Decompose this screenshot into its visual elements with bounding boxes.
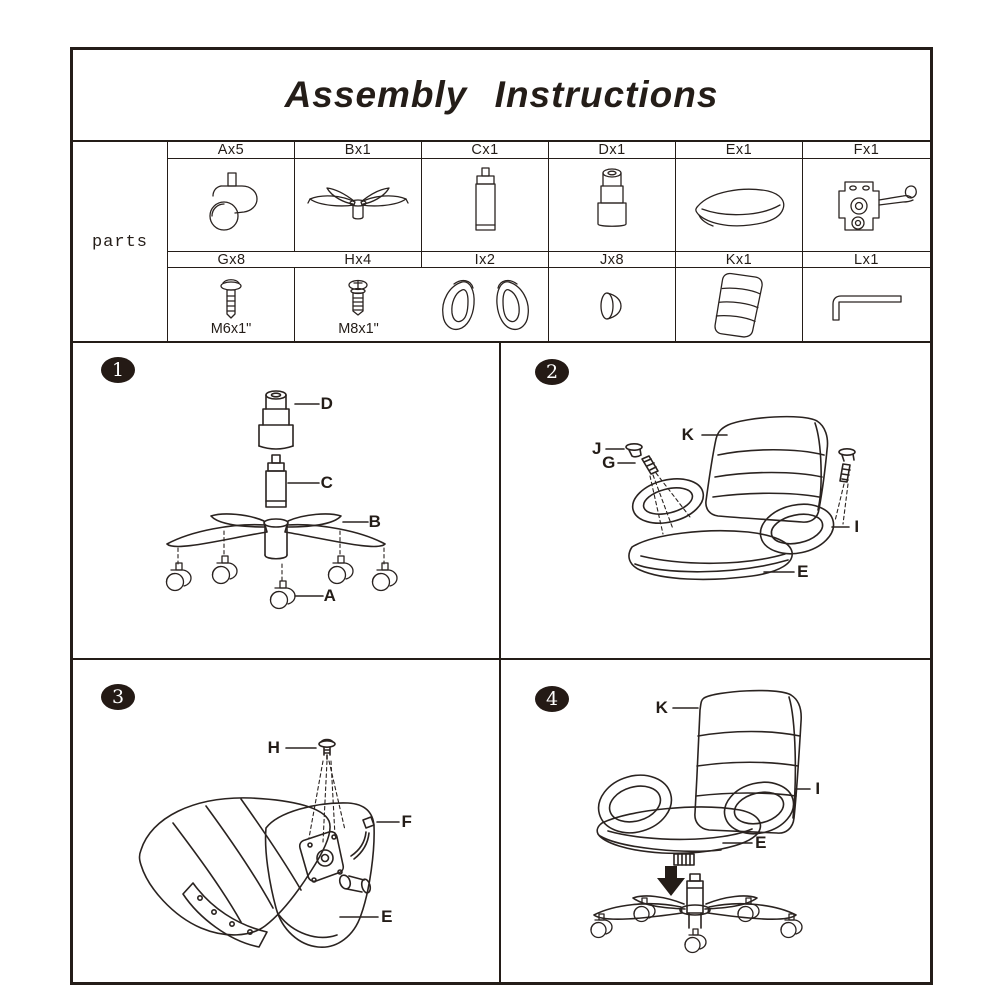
step-3-number-badge: 3: [101, 684, 135, 710]
part-code-d: Dx1: [549, 142, 676, 159]
backrest-icon: [676, 268, 803, 343]
part-code-g: Gx8: [168, 252, 295, 268]
callout-step3-F: F: [401, 812, 413, 831]
step-3-diagram: [73, 660, 499, 984]
screw-m6-icon: [168, 275, 295, 327]
part-code-l: Lx1: [803, 252, 930, 268]
step-1: [73, 343, 501, 660]
part-code-j: Jx8: [549, 252, 676, 268]
step-3: [73, 660, 501, 982]
star-base-icon: [295, 160, 422, 250]
part-cell-h: [295, 268, 422, 343]
part-code-e: Ex1: [676, 142, 803, 159]
step-2-diagram: [501, 343, 931, 658]
steps-grid: [73, 343, 930, 982]
callout-step4-E: E: [755, 833, 767, 852]
screw-m6-size: M6x1": [210, 320, 252, 337]
part-cell-f: [803, 159, 930, 252]
step-1-number-badge: 1: [101, 357, 135, 383]
callout-step4-I: I: [815, 779, 821, 798]
part-cell-d: [549, 159, 676, 252]
sheet-border: [70, 47, 933, 985]
step-4-diagram: [501, 660, 931, 984]
part-cell-c: [422, 159, 549, 252]
parts-row-label: parts: [73, 142, 168, 343]
callout-step2-G: G: [602, 453, 616, 472]
part-cell-l: [803, 268, 930, 343]
tilt-mechanism-icon: [803, 160, 930, 250]
step-2: [501, 343, 930, 660]
part-code-i: Ix2: [422, 252, 549, 268]
part-code-a: Ax5: [168, 142, 295, 159]
part-code-c: Cx1: [422, 142, 549, 159]
callout-step1-A: A: [323, 586, 337, 605]
part-cell-b: [295, 159, 422, 252]
screw-m8-size: M8x1": [338, 320, 379, 337]
callout-step3-E: E: [381, 907, 393, 926]
part-cell-g: [168, 268, 295, 343]
step-2-number-badge: 2: [535, 359, 569, 385]
part-cell-e: [676, 159, 803, 252]
screw-m8-icon: [295, 275, 422, 327]
callout-step2-I: I: [854, 517, 860, 536]
callout-step2-J: J: [592, 439, 602, 458]
armrest-pair-icon: [422, 268, 549, 343]
down-arrow-icon: [657, 866, 685, 896]
part-code-k: Kx1: [676, 252, 803, 268]
page-title: Assembly Instructions: [284, 74, 719, 115]
cylinder-cover-icon: [549, 160, 676, 250]
part-cell-i: [422, 268, 549, 343]
callout-step2-K: K: [681, 425, 695, 444]
part-code-b: Bx1: [295, 142, 422, 159]
seat-cushion-icon: [676, 160, 803, 250]
callout-step1-D: D: [320, 394, 334, 413]
part-cell-a: [168, 159, 295, 252]
step-4: [501, 660, 930, 982]
callout-step1-C: C: [320, 473, 334, 492]
callout-step4-K: K: [655, 698, 669, 717]
title-bar: [73, 50, 930, 142]
part-code-f: Fx1: [803, 142, 930, 159]
gas-lift-icon: [422, 160, 549, 250]
step-4-number-badge: 4: [535, 686, 569, 712]
callout-step2-E: E: [797, 562, 809, 581]
plug-cap-icon: [549, 268, 676, 343]
callout-step3-H: H: [267, 738, 281, 757]
part-code-h: Hx4: [295, 252, 422, 268]
caster-icon: [168, 160, 295, 250]
part-cell-j: [549, 268, 676, 343]
step-1-diagram: [73, 343, 499, 658]
part-cell-k: [676, 268, 803, 343]
parts-table: [73, 142, 930, 343]
allen-key-icon: [803, 268, 930, 343]
callout-step1-B: B: [368, 512, 382, 531]
